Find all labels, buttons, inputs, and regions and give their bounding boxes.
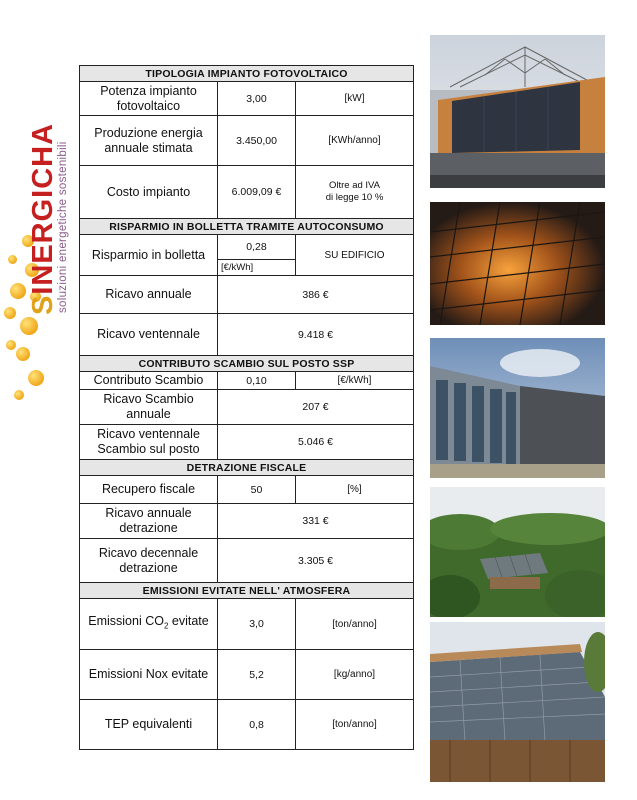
table-row <box>80 166 414 219</box>
row-unit: [€/kWh] <box>218 260 296 276</box>
section-header-detrazione <box>80 460 414 476</box>
logo-tagline: soluzioni energetiche sostenibili <box>57 141 69 313</box>
row-value: 5,2 <box>218 650 296 700</box>
row-value: 0,10 <box>218 372 296 390</box>
row-label: Ricavo annuale detrazione <box>80 504 218 539</box>
row-label: Ricavo decennale detrazione <box>80 539 218 583</box>
section-title: TIPOLOGIA IMPIANTO FOTOVOLTAICO <box>80 66 414 82</box>
row-value: 0,28 <box>218 235 296 260</box>
row-label: Ricavo ventennale <box>80 314 218 356</box>
logo-dot <box>14 390 24 400</box>
row-value: 3.305 € <box>218 539 414 583</box>
row-label: Risparmio in bolletta <box>80 235 218 276</box>
logo-wordmark: SINERGICHA <box>27 122 59 315</box>
row-label: Potenza impianto fotovoltaico <box>80 82 218 116</box>
row-value: 0,8 <box>218 700 296 750</box>
row-label: Costo impianto <box>80 166 218 219</box>
row-value: 386 € <box>218 276 414 314</box>
row-unit: [KWh/anno] <box>296 116 414 166</box>
photo-solar-panels-reflection <box>430 202 605 325</box>
row-unit: [%] <box>296 476 414 504</box>
logo-dot <box>6 340 16 350</box>
section-header-impianto <box>80 66 414 82</box>
logo-dot <box>16 347 30 361</box>
row-label: Ricavo annuale <box>80 276 218 314</box>
company-logo <box>0 85 75 415</box>
logo-dot <box>10 283 26 299</box>
section-header-emissioni <box>80 583 414 599</box>
section-title: CONTRIBUTO SCAMBIO SUL POSTO SSP <box>80 356 414 372</box>
table-row <box>80 235 414 260</box>
row-value: 207 € <box>218 390 414 425</box>
row-note: SU EDIFICIO <box>296 235 414 276</box>
row-label: Produzione energia annuale stimata <box>80 116 218 166</box>
logo-dot <box>4 307 16 319</box>
table-row <box>80 539 414 583</box>
row-label: Emissioni Nox evitate <box>80 650 218 700</box>
row-unit: [ton/anno] <box>296 700 414 750</box>
row-label: Emissioni $CO_2$ evitate <box>80 599 218 650</box>
section-header-scambio <box>80 356 414 372</box>
row-value: 3,00 <box>218 82 296 116</box>
row-value: 50 <box>218 476 296 504</box>
table-row <box>80 650 414 700</box>
row-value: 9.418 € <box>218 314 414 356</box>
row-value: 6.009,09 € <box>218 166 296 219</box>
table-row <box>80 276 414 314</box>
photo-roof-in-forest <box>430 487 605 617</box>
table-row <box>80 314 414 356</box>
table-row <box>80 82 414 116</box>
row-value: 3.450,00 <box>218 116 296 166</box>
row-unit: [ton/anno] <box>296 599 414 650</box>
row-label: Contributo Scambio <box>80 372 218 390</box>
logo-dot <box>20 317 38 335</box>
section-header-risparmio <box>80 219 414 235</box>
row-value: 3,0 <box>218 599 296 650</box>
row-label: TEP equivalenti <box>80 700 218 750</box>
row-unit: [kg/anno] <box>296 650 414 700</box>
energy-summary-table <box>79 65 414 750</box>
table-row <box>80 116 414 166</box>
table-row <box>80 476 414 504</box>
row-label: Recupero fiscale <box>80 476 218 504</box>
table-row <box>80 372 414 390</box>
row-unit: Oltre ad IVA di legge 10 % <box>296 166 414 219</box>
table-row <box>80 504 414 539</box>
section-title: DETRAZIONE FISCALE <box>80 460 414 476</box>
logo-dot <box>28 370 44 386</box>
row-label: Ricavo ventennale Scambio sul posto <box>80 425 218 460</box>
row-value: 331 € <box>218 504 414 539</box>
section-title: RISPARMIO IN BOLLETTA TRAMITE AUTOCONSUMO <box>80 219 414 235</box>
table-row <box>80 425 414 460</box>
row-unit: [€/kWh] <box>296 372 414 390</box>
table-row <box>80 390 414 425</box>
table-row <box>80 700 414 750</box>
logo-dot <box>8 255 17 264</box>
photo-barn-pv-roof <box>430 622 605 782</box>
row-value: 5.046 € <box>218 425 414 460</box>
photo-building-facade <box>430 35 605 188</box>
section-title: EMISSIONI EVITATE NELL' ATMOSFERA <box>80 583 414 599</box>
row-label: Ricavo Scambio annuale <box>80 390 218 425</box>
table-row <box>80 599 414 650</box>
photo-glass-building <box>430 338 605 478</box>
row-unit: [kW] <box>296 82 414 116</box>
